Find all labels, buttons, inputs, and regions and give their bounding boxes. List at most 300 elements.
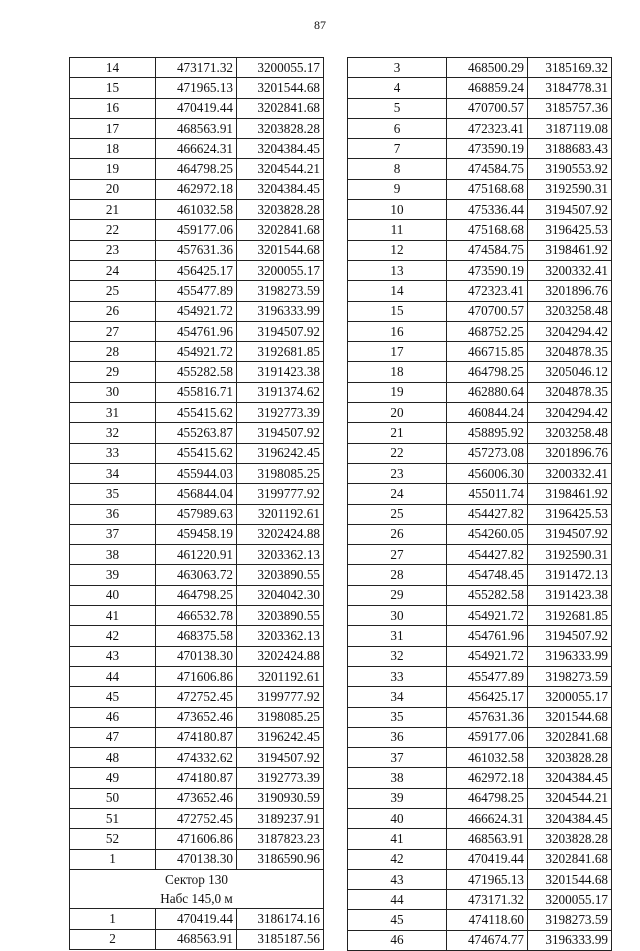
point-number: 40	[348, 808, 447, 828]
coord-x: 461032.58	[447, 748, 528, 768]
table-row	[70, 626, 324, 646]
coord-y: 3196425.53	[528, 220, 612, 240]
point-number: 40	[70, 585, 156, 605]
point-number: 19	[70, 159, 156, 179]
coord-x: 470138.30	[156, 646, 237, 666]
coord-y: 3201544.68	[237, 240, 324, 260]
coord-x: 472323.41	[447, 118, 528, 138]
table-row	[70, 382, 324, 402]
point-number: 14	[348, 281, 447, 301]
table-row	[348, 484, 612, 504]
coord-x: 472752.45	[156, 808, 237, 828]
point-number: 24	[70, 260, 156, 280]
coord-y: 3194507.92	[528, 626, 612, 646]
point-number: 30	[70, 382, 156, 402]
point-number: 24	[348, 484, 447, 504]
point-number: 28	[348, 565, 447, 585]
point-number: 45	[348, 910, 447, 930]
coord-y: 3194507.92	[237, 748, 324, 768]
point-number: 6	[348, 118, 447, 138]
coord-y: 3202841.68	[528, 727, 612, 747]
coord-x: 457631.36	[447, 707, 528, 727]
table-row	[70, 666, 324, 686]
coord-y: 3200055.17	[528, 890, 612, 910]
table-row	[348, 626, 612, 646]
point-number: 46	[70, 707, 156, 727]
table-row	[348, 98, 612, 118]
table-row	[70, 727, 324, 747]
coord-y: 3201192.61	[237, 504, 324, 524]
coord-y: 3185757.36	[528, 98, 612, 118]
coord-x: 471965.13	[447, 869, 528, 889]
point-number: 15	[70, 78, 156, 98]
coord-y: 3202841.68	[237, 98, 324, 118]
coord-x: 461220.91	[156, 545, 237, 565]
table-row	[70, 342, 324, 362]
coord-y: 3196242.45	[237, 727, 324, 747]
table-row	[70, 646, 324, 666]
point-number: 5	[348, 98, 447, 118]
coord-x: 459177.06	[156, 220, 237, 240]
coord-x: 454921.72	[156, 342, 237, 362]
table-row	[70, 301, 324, 321]
table-row	[348, 200, 612, 220]
coord-x: 473652.46	[156, 707, 237, 727]
coord-y: 3200055.17	[237, 58, 324, 78]
coord-y: 3187119.08	[528, 118, 612, 138]
coord-x: 468563.91	[156, 929, 237, 949]
coord-x: 473652.46	[156, 788, 237, 808]
sector-height: Набс 145,0 м	[70, 889, 324, 909]
coord-x: 474118.60	[447, 910, 528, 930]
point-number: 12	[348, 240, 447, 260]
coord-y: 3200055.17	[237, 260, 324, 280]
coord-y: 3200055.17	[528, 687, 612, 707]
coord-x: 468563.91	[156, 118, 237, 138]
coord-y: 3192681.85	[237, 342, 324, 362]
coord-y: 3190553.92	[528, 159, 612, 179]
coord-y: 3203258.48	[528, 423, 612, 443]
table-row	[70, 687, 324, 707]
table-row	[348, 139, 612, 159]
point-number: 20	[70, 179, 156, 199]
right-coordinates-table	[347, 57, 612, 951]
point-number: 39	[70, 565, 156, 585]
table-row	[348, 565, 612, 585]
point-number: 7	[348, 139, 447, 159]
coord-y: 3204544.21	[528, 788, 612, 808]
point-number: 8	[348, 159, 447, 179]
coord-x: 454921.72	[447, 606, 528, 626]
table-row	[70, 443, 324, 463]
point-number: 18	[348, 362, 447, 382]
coord-x: 474180.87	[156, 727, 237, 747]
point-number: 31	[348, 626, 447, 646]
coord-x: 459458.19	[156, 524, 237, 544]
coord-y: 3204384.45	[528, 768, 612, 788]
table-row	[348, 545, 612, 565]
coord-y: 3185169.32	[528, 58, 612, 78]
coord-x: 470700.57	[447, 98, 528, 118]
coord-y: 3192590.31	[528, 179, 612, 199]
coord-y: 3198273.59	[237, 281, 324, 301]
table-row	[348, 443, 612, 463]
coord-x: 456006.30	[447, 463, 528, 483]
left-coordinates-table	[69, 57, 324, 950]
point-number: 33	[348, 666, 447, 686]
table-row	[348, 159, 612, 179]
table-row	[348, 890, 612, 910]
table-row	[348, 342, 612, 362]
coord-x: 466624.31	[156, 139, 237, 159]
coord-y: 3203828.28	[528, 748, 612, 768]
coord-y: 3201896.76	[528, 281, 612, 301]
point-number: 38	[70, 545, 156, 565]
page-number: 87	[314, 18, 326, 32]
coord-x: 457273.08	[447, 443, 528, 463]
coord-y: 3191374.62	[237, 382, 324, 402]
point-number: 16	[348, 321, 447, 341]
table-row	[348, 321, 612, 341]
coord-x: 454427.82	[447, 545, 528, 565]
coord-x: 455415.62	[156, 403, 237, 423]
point-number: 41	[348, 829, 447, 849]
point-number: 25	[70, 281, 156, 301]
table-row	[348, 788, 612, 808]
table-row	[348, 808, 612, 828]
table-row	[348, 382, 612, 402]
coord-y: 3196333.99	[237, 301, 324, 321]
coord-y: 3201896.76	[528, 443, 612, 463]
point-number: 19	[348, 382, 447, 402]
table-row	[348, 524, 612, 544]
coord-x: 475168.68	[447, 179, 528, 199]
table-row	[348, 748, 612, 768]
table-row	[70, 829, 324, 849]
point-number: 26	[348, 524, 447, 544]
table-row	[70, 545, 324, 565]
coord-y: 3204384.45	[528, 808, 612, 828]
point-number: 15	[348, 301, 447, 321]
point-number: 35	[70, 484, 156, 504]
coord-x: 472752.45	[156, 687, 237, 707]
coord-x: 464798.25	[156, 159, 237, 179]
coord-x: 455282.58	[447, 585, 528, 605]
point-number: 11	[348, 220, 447, 240]
point-number: 51	[70, 808, 156, 828]
coord-y: 3199777.92	[237, 687, 324, 707]
table-row	[70, 565, 324, 585]
coord-x: 464798.25	[447, 362, 528, 382]
point-number: 22	[70, 220, 156, 240]
table-row	[70, 139, 324, 159]
point-number: 17	[348, 342, 447, 362]
table-row	[348, 240, 612, 260]
table-row	[348, 930, 612, 950]
coord-y: 3191423.38	[237, 362, 324, 382]
table-row	[70, 200, 324, 220]
coord-y: 3201544.68	[528, 869, 612, 889]
point-number: 1	[70, 909, 156, 929]
point-number: 42	[70, 626, 156, 646]
coord-x: 457989.63	[156, 504, 237, 524]
point-number: 50	[70, 788, 156, 808]
point-number: 29	[70, 362, 156, 382]
coord-y: 3191423.38	[528, 585, 612, 605]
coord-x: 454761.96	[156, 321, 237, 341]
coord-x: 454921.72	[156, 301, 237, 321]
point-number: 43	[348, 869, 447, 889]
table-row	[348, 768, 612, 788]
coord-x: 455263.87	[156, 423, 237, 443]
table-row	[348, 829, 612, 849]
coord-y: 3194507.92	[528, 524, 612, 544]
coord-x: 474332.62	[156, 748, 237, 768]
table-row	[348, 869, 612, 889]
coord-x: 454260.05	[447, 524, 528, 544]
coord-y: 3194507.92	[237, 321, 324, 341]
coord-y: 3202841.68	[528, 849, 612, 869]
point-number: 17	[70, 118, 156, 138]
coord-y: 3204878.35	[528, 342, 612, 362]
table-row	[348, 849, 612, 869]
point-number: 14	[70, 58, 156, 78]
point-number: 49	[70, 768, 156, 788]
coord-x: 455944.03	[156, 463, 237, 483]
point-number: 20	[348, 403, 447, 423]
table-row	[70, 504, 324, 524]
coord-x: 472323.41	[447, 281, 528, 301]
coord-x: 474584.75	[447, 159, 528, 179]
table-row	[70, 748, 324, 768]
coord-y: 3204544.21	[237, 159, 324, 179]
coord-y: 3186590.96	[237, 849, 324, 869]
coord-x: 463063.72	[156, 565, 237, 585]
point-number: 44	[348, 890, 447, 910]
coord-x: 470419.44	[156, 98, 237, 118]
sector-title: Сектор 130	[70, 869, 324, 889]
coord-y: 3192681.85	[528, 606, 612, 626]
coord-x: 455477.89	[447, 666, 528, 686]
table-row	[348, 727, 612, 747]
table-row	[70, 220, 324, 240]
coord-x: 473590.19	[447, 139, 528, 159]
point-number: 32	[70, 423, 156, 443]
table-row	[348, 78, 612, 98]
point-number: 26	[70, 301, 156, 321]
sector-height-row	[70, 889, 324, 909]
coord-y: 3198085.25	[237, 463, 324, 483]
table-row	[70, 909, 324, 929]
coord-y: 3199777.92	[237, 484, 324, 504]
coord-x: 462972.18	[156, 179, 237, 199]
table-row	[348, 504, 612, 524]
coord-x: 468500.29	[447, 58, 528, 78]
coord-y: 3203828.28	[237, 118, 324, 138]
table-row	[70, 179, 324, 199]
point-number: 47	[70, 727, 156, 747]
coord-x: 462880.64	[447, 382, 528, 402]
table-row	[70, 707, 324, 727]
point-number: 42	[348, 849, 447, 869]
table-row	[348, 179, 612, 199]
point-number: 23	[348, 463, 447, 483]
point-number: 44	[70, 666, 156, 686]
sector-title-row	[70, 869, 324, 889]
point-number: 30	[348, 606, 447, 626]
coord-x: 466624.31	[447, 808, 528, 828]
point-number: 2	[70, 929, 156, 949]
coord-x: 454427.82	[447, 504, 528, 524]
point-number: 34	[348, 687, 447, 707]
point-number: 1	[70, 849, 156, 869]
table-row	[70, 463, 324, 483]
table-row	[70, 606, 324, 626]
coord-x: 454761.96	[447, 626, 528, 646]
coord-y: 3203362.13	[237, 545, 324, 565]
table-row	[70, 321, 324, 341]
point-number: 37	[70, 524, 156, 544]
coord-x: 454921.72	[447, 646, 528, 666]
point-number: 21	[348, 423, 447, 443]
point-number: 29	[348, 585, 447, 605]
point-number: 27	[348, 545, 447, 565]
coord-y: 3200332.41	[528, 463, 612, 483]
coord-y: 3198461.92	[528, 240, 612, 260]
coord-x: 473171.32	[447, 890, 528, 910]
coord-x: 460844.24	[447, 403, 528, 423]
coord-x: 455282.58	[156, 362, 237, 382]
coord-x: 462972.18	[447, 768, 528, 788]
coord-x: 470700.57	[447, 301, 528, 321]
coord-y: 3191472.13	[528, 565, 612, 585]
coord-y: 3185187.56	[237, 929, 324, 949]
table-row	[348, 585, 612, 605]
table-row	[70, 849, 324, 869]
point-number: 32	[348, 646, 447, 666]
coord-y: 3189237.91	[237, 808, 324, 828]
point-number: 37	[348, 748, 447, 768]
coord-y: 3201192.61	[237, 666, 324, 686]
table-row	[348, 910, 612, 930]
point-number: 33	[70, 443, 156, 463]
coord-x: 464798.25	[156, 585, 237, 605]
table-row	[348, 301, 612, 321]
coord-x: 473171.32	[156, 58, 237, 78]
coord-x: 457631.36	[156, 240, 237, 260]
table-row	[70, 403, 324, 423]
coord-x: 456425.17	[447, 687, 528, 707]
point-number: 28	[70, 342, 156, 362]
point-number: 23	[70, 240, 156, 260]
point-number: 13	[348, 260, 447, 280]
table-row	[70, 362, 324, 382]
coord-y: 3201544.68	[528, 707, 612, 727]
table-row	[348, 118, 612, 138]
table-row	[348, 707, 612, 727]
coord-x: 473590.19	[447, 260, 528, 280]
table-row	[348, 362, 612, 382]
table-row	[70, 159, 324, 179]
table-row	[348, 423, 612, 443]
coord-x: 471965.13	[156, 78, 237, 98]
table-row	[70, 808, 324, 828]
coord-y: 3205046.12	[528, 362, 612, 382]
coord-y: 3198273.59	[528, 666, 612, 686]
coord-y: 3202424.88	[237, 646, 324, 666]
point-number: 39	[348, 788, 447, 808]
table-row	[70, 78, 324, 98]
table-row	[348, 666, 612, 686]
point-number: 36	[70, 504, 156, 524]
table-row	[348, 403, 612, 423]
coord-x: 456844.04	[156, 484, 237, 504]
coord-x: 470419.44	[156, 909, 237, 929]
table-row	[70, 524, 324, 544]
coord-y: 3184778.31	[528, 78, 612, 98]
point-number: 46	[348, 930, 447, 950]
coord-x: 474180.87	[156, 768, 237, 788]
point-number: 41	[70, 606, 156, 626]
table-row	[348, 58, 612, 78]
coord-y: 3192773.39	[237, 768, 324, 788]
table-row	[348, 463, 612, 483]
point-number: 25	[348, 504, 447, 524]
coord-y: 3196333.99	[528, 930, 612, 950]
table-row	[70, 484, 324, 504]
coord-y: 3200332.41	[528, 260, 612, 280]
coord-y: 3204294.42	[528, 321, 612, 341]
table-row	[348, 687, 612, 707]
point-number: 18	[70, 139, 156, 159]
table-row	[70, 98, 324, 118]
point-number: 22	[348, 443, 447, 463]
point-number: 3	[348, 58, 447, 78]
table-row	[70, 118, 324, 138]
point-number: 43	[70, 646, 156, 666]
coord-y: 3188683.43	[528, 139, 612, 159]
coord-y: 3192590.31	[528, 545, 612, 565]
table-row	[348, 281, 612, 301]
coord-y: 3203890.55	[237, 606, 324, 626]
coord-y: 3204384.45	[237, 139, 324, 159]
coord-y: 3194507.92	[528, 200, 612, 220]
coord-x: 456425.17	[156, 260, 237, 280]
table-row	[70, 768, 324, 788]
table-row	[70, 423, 324, 443]
coord-x: 455415.62	[156, 443, 237, 463]
table-row	[70, 58, 324, 78]
coord-y: 3196425.53	[528, 504, 612, 524]
coord-x: 471606.86	[156, 666, 237, 686]
coord-x: 474674.77	[447, 930, 528, 950]
coord-x: 468752.25	[447, 321, 528, 341]
coord-x: 464798.25	[447, 788, 528, 808]
coord-y: 3192773.39	[237, 403, 324, 423]
point-number: 36	[348, 727, 447, 747]
table-row	[70, 585, 324, 605]
table-row	[70, 260, 324, 280]
point-number: 10	[348, 200, 447, 220]
point-number: 27	[70, 321, 156, 341]
coord-y: 3203890.55	[237, 565, 324, 585]
coord-y: 3196333.99	[528, 646, 612, 666]
point-number: 16	[70, 98, 156, 118]
table-row	[70, 281, 324, 301]
point-number: 34	[70, 463, 156, 483]
coord-y: 3203828.28	[528, 829, 612, 849]
coord-x: 468375.58	[156, 626, 237, 646]
